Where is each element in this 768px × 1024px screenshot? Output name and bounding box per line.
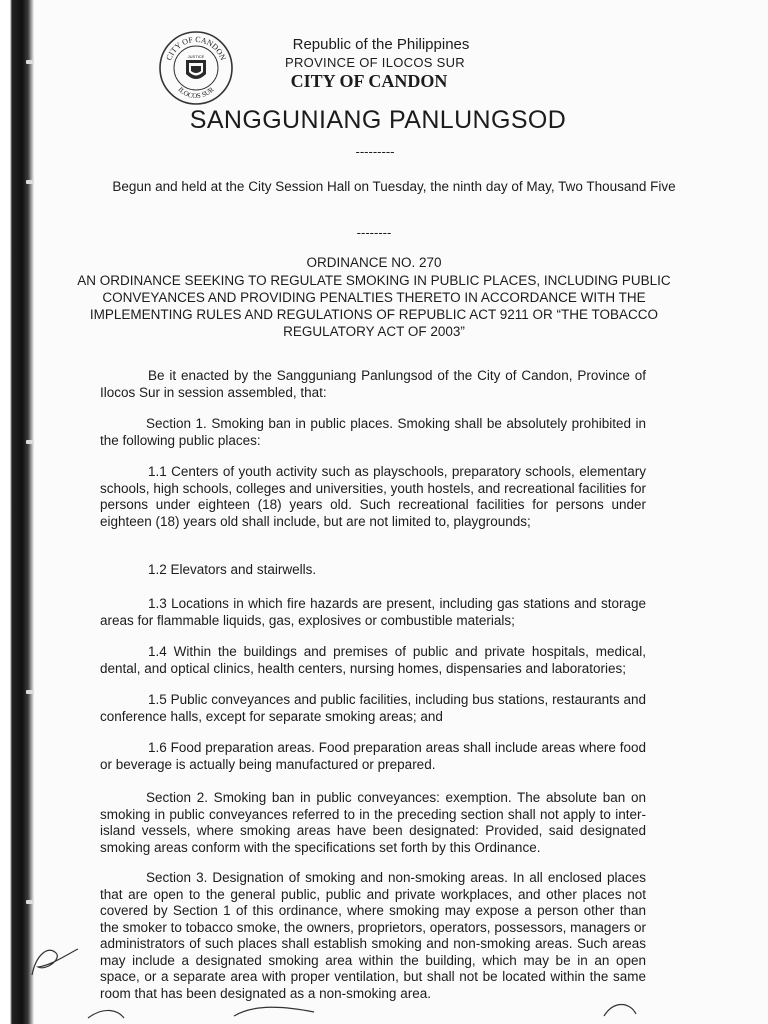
header-city: CITY OF CANDON <box>290 71 448 91</box>
item-1-1-text: 1.1 Centers of youth activity such as playschools, preparatory schools, elementary schools, high schools, colleges and universities, youth hostels, and recreational facilities for persons under eighteen (18) years old. Such recreational facilities for persons under eighteen (18) years old shall include, but are not limited to, playgrounds; <box>100 464 646 529</box>
signature-mark <box>84 996 644 1024</box>
separator: -------- <box>356 225 392 240</box>
section-3-text: Section 3. Designation of smoking and non-smoking areas. In all enclosed places that are open to the general public, public and private workplaces, and other places not covered by Section 1 of this ordinance, where smoking may expose a person other than the smoker to tobacco smoke, the owners, proprietors, operators, possessors, managers or administrators of such places shall establish smoking and non-smoking areas. Such areas may include a designated smoking area within the building, which may be in an open space, or a separate area with proper ventilation, but shall not be located within the same room that has been designated as a non-smoking area. <box>100 870 646 1001</box>
section-2-text: Section 2. Smoking ban in public conveyances: exemption. The absolute ban on smoking in public conveyances referred to in the preceding section shall not apply to inter-island vessels, where smoking areas have been designated: Provided, said designated smoking areas conform with the specifications set forth by this Ordinance. <box>100 790 646 855</box>
item-1-1 <box>100 464 646 530</box>
enacting-clause <box>100 368 646 401</box>
header-province: PROVINCE OF ILOCOS SUR <box>285 55 465 70</box>
binder-hole <box>26 180 34 184</box>
item-1-4-text: 1.4 Within the buildings and premises of public and private hospitals, medical, dental, and optical clinics, health centers, nursing homes, dispensaries and laboratories; <box>100 644 646 676</box>
ordinance-title: AN ORDINANCE SEEKING TO REGULATE SMOKING IN PUBLIC PLACES, INCLUDING PUBLIC CONVEYANCES AND PROVIDING PENALTIES THERETO IN ACCORDANCE WITH THE IMPLEMENTING RULES AND REGULATIONS OF REPUBLIC ACT 9211 OR “THE TOBACCO REGULATORY ACT OF 2003” <box>77 273 671 339</box>
item-1-2 <box>100 562 646 579</box>
section-3 <box>100 870 646 1002</box>
header-council: SANGGUNIANG PANLUNGSOD <box>189 106 567 134</box>
item-1-6 <box>100 740 646 773</box>
section-1-text: Section 1. Smoking ban in public places. Smoking shall be absolutely prohibited in the following public places: <box>100 416 646 448</box>
seal-inner-text: JUSTICE <box>187 54 205 59</box>
item-1-4 <box>100 644 646 677</box>
seal-bottom-text: ILOCOS SUR <box>176 85 216 101</box>
section-1 <box>100 416 646 449</box>
separator: --------- <box>355 144 395 159</box>
item-1-5-text: 1.5 Public conveyances and public facilities, including bus stations, restaurants and conference halls, except for separate smoking areas; and <box>100 692 646 724</box>
item-1-3-text: 1.3 Locations in which fire hazards are present, including gas stations and storage areas for flammable liquids, gas, explosives or combustible materials; <box>100 596 646 628</box>
item-1-2-text: 1.2 Elevators and stairwells. <box>148 562 317 577</box>
item-1-5 <box>100 692 646 725</box>
signature-mark <box>26 935 86 985</box>
session-line: Begun and held at the City Session Hall on Tuesday, the ninth day of May, Two Thousand Five <box>112 179 676 194</box>
ordinance-number: ORDINANCE NO. 270 <box>306 255 442 270</box>
binder-hole <box>26 690 34 694</box>
seal-top-text: CITY OF CANDON <box>164 34 228 62</box>
section-2 <box>100 790 646 856</box>
item-1-6-text: 1.6 Food preparation areas. Food preparation areas shall include areas where food or beverage is actually being manufactured or prepared. <box>100 740 646 772</box>
header-republic: Republic of the Philippines <box>292 36 470 53</box>
binder-hole <box>26 440 34 444</box>
binder-hole <box>26 900 34 904</box>
item-1-3 <box>100 596 646 629</box>
enacting-clause-text: Be it enacted by the Sangguniang Panlungsod of the City of Candon, Province of Ilocos Sur in session assembled, that: <box>100 368 646 400</box>
